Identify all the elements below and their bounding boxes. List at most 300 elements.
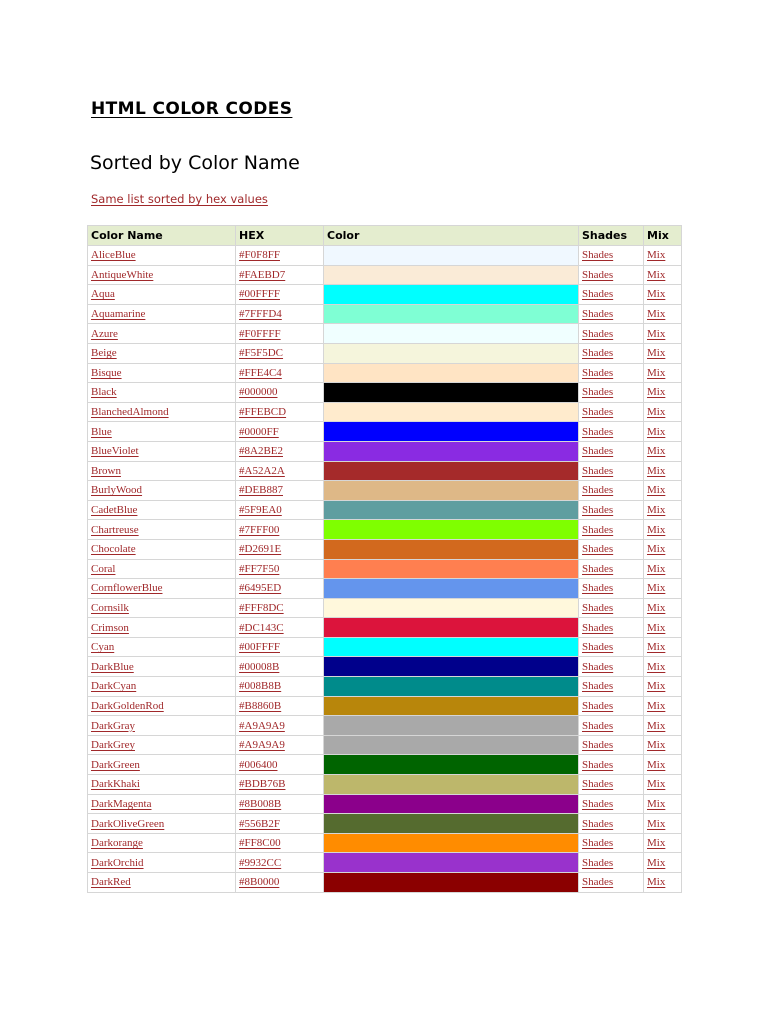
table-row: [88, 363, 682, 383]
mix-link[interactable]: Mix: [647, 719, 666, 732]
mix-link[interactable]: Mix: [647, 425, 666, 438]
color-name-link[interactable]: Cyan: [91, 641, 115, 654]
mix-link[interactable]: Mix: [647, 249, 666, 262]
shades-cell: [579, 304, 644, 324]
color-name-cell: [88, 285, 236, 305]
color-swatch: [324, 579, 579, 599]
mix-cell: [644, 246, 682, 266]
mix-link[interactable]: Mix: [647, 543, 666, 556]
color-name-cell: [88, 833, 236, 853]
shades-link[interactable]: Shades: [582, 582, 614, 595]
table-row: [88, 481, 682, 501]
color-name-link[interactable]: Blue: [91, 425, 112, 438]
hex-code-cell: [236, 657, 324, 677]
color-name-cell: [88, 461, 236, 481]
hex-code-link[interactable]: #000000: [239, 386, 278, 399]
hex-code-cell: [236, 716, 324, 736]
color-name-cell: [88, 735, 236, 755]
color-name-link[interactable]: Aqua: [91, 288, 115, 301]
mix-cell: [644, 383, 682, 403]
mix-link[interactable]: Mix: [647, 778, 666, 791]
color-name-link[interactable]: DarkOrchid: [91, 856, 144, 869]
hex-code-link[interactable]: #9932CC: [239, 856, 282, 869]
color-name-link[interactable]: Aquamarine: [91, 308, 146, 321]
shades-cell: [579, 735, 644, 755]
hex-code-cell: [236, 696, 324, 716]
color-name-link[interactable]: DarkMagenta: [91, 797, 152, 810]
hex-code-cell: [236, 402, 324, 422]
hex-code-link[interactable]: #F0F8FF: [239, 249, 280, 262]
table-row: [88, 579, 682, 599]
shades-cell: [579, 598, 644, 618]
shades-link[interactable]: Shades: [582, 817, 614, 830]
hex-code-link[interactable]: #7FFF00: [239, 523, 280, 536]
mix-cell: [644, 285, 682, 305]
shades-cell: [579, 500, 644, 520]
page-subtitle: Sorted by Color Name: [90, 152, 300, 174]
column-header-mix: Mix: [644, 226, 682, 246]
hex-code-link[interactable]: #6495ED: [239, 582, 282, 595]
shades-link[interactable]: Shades: [582, 445, 614, 458]
column-header-shades: Shades: [579, 226, 644, 246]
table-row: [88, 873, 682, 893]
table-row: [88, 637, 682, 657]
shades-cell: [579, 363, 644, 383]
color-name-link[interactable]: DarkGrey: [91, 739, 135, 752]
color-name-link[interactable]: DarkGreen: [91, 758, 140, 771]
color-name-cell: [88, 618, 236, 638]
table-row: [88, 402, 682, 422]
column-header-color: Color: [324, 226, 579, 246]
shades-cell: [579, 520, 644, 540]
shades-link[interactable]: Shades: [582, 758, 614, 771]
color-name-cell: [88, 383, 236, 403]
hex-code-cell: [236, 598, 324, 618]
mix-link[interactable]: Mix: [647, 366, 666, 379]
mix-cell: [644, 794, 682, 814]
hex-code-link[interactable]: #00FFFF: [239, 641, 280, 654]
shades-link[interactable]: Shades: [582, 308, 614, 321]
shades-link[interactable]: Shades: [582, 523, 614, 536]
shades-link[interactable]: Shades: [582, 386, 614, 399]
shades-link[interactable]: Shades: [582, 249, 614, 262]
mix-cell: [644, 481, 682, 501]
shades-cell: [579, 814, 644, 834]
mix-cell: [644, 579, 682, 599]
shades-link[interactable]: Shades: [582, 719, 614, 732]
shades-link[interactable]: Shades: [582, 288, 614, 301]
hex-code-link[interactable]: #DEB887: [239, 484, 283, 497]
hex-code-link[interactable]: #A52A2A: [239, 464, 285, 477]
hex-code-cell: [236, 324, 324, 344]
color-name-link[interactable]: CornflowerBlue: [91, 582, 163, 595]
color-name-cell: [88, 755, 236, 775]
shades-link[interactable]: Shades: [582, 778, 614, 791]
color-name-link[interactable]: Beige: [91, 347, 117, 360]
mix-cell: [644, 716, 682, 736]
table-row: [88, 794, 682, 814]
color-name-link[interactable]: Azure: [91, 327, 118, 340]
hex-code-link[interactable]: #D2691E: [239, 543, 282, 556]
hex-code-link[interactable]: #FFE4C4: [239, 366, 282, 379]
table-row: [88, 304, 682, 324]
hex-code-cell: [236, 520, 324, 540]
mix-link[interactable]: Mix: [647, 308, 666, 321]
color-swatch: [324, 637, 579, 657]
shades-link[interactable]: Shades: [582, 797, 614, 810]
mix-cell: [644, 520, 682, 540]
color-name-cell: [88, 677, 236, 697]
shades-link[interactable]: Shades: [582, 327, 614, 340]
shades-link[interactable]: Shades: [582, 621, 614, 634]
hex-code-cell: [236, 304, 324, 324]
shades-cell: [579, 716, 644, 736]
shades-cell: [579, 657, 644, 677]
shades-link[interactable]: Shades: [582, 406, 614, 419]
color-name-cell: [88, 579, 236, 599]
hex-code-link[interactable]: #FF8C00: [239, 837, 281, 850]
color-swatch: [324, 324, 579, 344]
mix-link[interactable]: Mix: [647, 699, 666, 712]
shades-cell: [579, 402, 644, 422]
shades-cell: [579, 637, 644, 657]
shades-cell: [579, 833, 644, 853]
shades-cell: [579, 618, 644, 638]
hex-code-cell: [236, 500, 324, 520]
color-swatch: [324, 598, 579, 618]
hex-code-link[interactable]: #DC143C: [239, 621, 284, 634]
mix-cell: [644, 618, 682, 638]
color-name-link[interactable]: DarkGoldenRod: [91, 699, 164, 712]
color-name-link[interactable]: Bisque: [91, 366, 122, 379]
color-name-link[interactable]: AntiqueWhite: [91, 268, 154, 281]
color-name-link[interactable]: DarkKhaki: [91, 778, 140, 791]
color-name-cell: [88, 559, 236, 579]
color-swatch: [324, 833, 579, 853]
color-name-link[interactable]: BlueViolet: [91, 445, 139, 458]
table-row: [88, 618, 682, 638]
hex-code-cell: [236, 755, 324, 775]
hex-code-cell: [236, 735, 324, 755]
color-codes-table: [87, 225, 682, 893]
mix-link[interactable]: Mix: [647, 837, 666, 850]
color-name-cell: [88, 363, 236, 383]
shades-link[interactable]: Shades: [582, 601, 614, 614]
hex-code-link[interactable]: #8A2BE2: [239, 445, 283, 458]
color-name-link[interactable]: Chocolate: [91, 543, 136, 556]
color-swatch: [324, 500, 579, 520]
hex-code-link[interactable]: #8B0000: [239, 876, 280, 889]
mix-cell: [644, 696, 682, 716]
mix-cell: [644, 735, 682, 755]
shades-cell: [579, 775, 644, 795]
mix-link[interactable]: Mix: [647, 601, 666, 614]
hex-code-link[interactable]: #A9A9A9: [239, 739, 285, 752]
color-name-cell: [88, 500, 236, 520]
table-row: [88, 559, 682, 579]
table-row: [88, 246, 682, 266]
hex-code-cell: [236, 246, 324, 266]
shades-link[interactable]: Shades: [582, 543, 614, 556]
color-swatch: [324, 794, 579, 814]
color-name-cell: [88, 794, 236, 814]
mix-link[interactable]: Mix: [647, 621, 666, 634]
shades-cell: [579, 873, 644, 893]
shades-cell: [579, 461, 644, 481]
hex-code-cell: [236, 461, 324, 481]
mix-link[interactable]: Mix: [647, 758, 666, 771]
mix-link[interactable]: Mix: [647, 582, 666, 595]
shades-link[interactable]: Shades: [582, 562, 614, 575]
table-row: [88, 677, 682, 697]
hex-code-link[interactable]: #556B2F: [239, 817, 280, 830]
hex-code-link[interactable]: #008B8B: [239, 680, 282, 693]
color-name-cell: [88, 304, 236, 324]
shades-cell: [579, 422, 644, 442]
shades-link[interactable]: Shades: [582, 268, 614, 281]
color-name-link[interactable]: AliceBlue: [91, 249, 136, 262]
shades-cell: [579, 265, 644, 285]
color-name-link[interactable]: DarkCyan: [91, 680, 137, 693]
table-row: [88, 265, 682, 285]
hex-code-cell: [236, 794, 324, 814]
color-swatch: [324, 285, 579, 305]
color-swatch: [324, 343, 579, 363]
color-swatch: [324, 265, 579, 285]
hex-code-cell: [236, 559, 324, 579]
hex-code-link[interactable]: #006400: [239, 758, 278, 771]
color-name-cell: [88, 696, 236, 716]
color-swatch: [324, 853, 579, 873]
mix-link[interactable]: Mix: [647, 268, 666, 281]
hex-code-cell: [236, 422, 324, 442]
table-row: [88, 285, 682, 305]
table-row: [88, 422, 682, 442]
mix-link[interactable]: Mix: [647, 739, 666, 752]
page-title: HTML COLOR CODES: [91, 99, 293, 119]
mix-cell: [644, 441, 682, 461]
mix-link[interactable]: Mix: [647, 484, 666, 497]
mix-link[interactable]: Mix: [647, 327, 666, 340]
mix-link[interactable]: Mix: [647, 562, 666, 575]
color-swatch: [324, 246, 579, 266]
hex-code-cell: [236, 383, 324, 403]
color-name-cell: [88, 598, 236, 618]
shades-link[interactable]: Shades: [582, 504, 614, 517]
color-name-cell: [88, 481, 236, 501]
color-name-link[interactable]: Coral: [91, 562, 116, 575]
hex-code-link[interactable]: #5F9EA0: [239, 504, 282, 517]
color-swatch: [324, 735, 579, 755]
shades-cell: [579, 696, 644, 716]
shades-link[interactable]: Shades: [582, 366, 614, 379]
color-swatch: [324, 696, 579, 716]
mix-cell: [644, 677, 682, 697]
hex-code-link[interactable]: #FAEBD7: [239, 268, 286, 281]
hex-code-link[interactable]: #0000FF: [239, 425, 279, 438]
mix-cell: [644, 755, 682, 775]
table-row: [88, 461, 682, 481]
mix-cell: [644, 833, 682, 853]
table-header: [88, 226, 682, 246]
table-row: [88, 716, 682, 736]
table-row: [88, 735, 682, 755]
color-name-link[interactable]: DarkRed: [91, 876, 131, 889]
mix-cell: [644, 814, 682, 834]
color-swatch: [324, 441, 579, 461]
hex-code-cell: [236, 677, 324, 697]
color-name-cell: [88, 246, 236, 266]
hex-code-link[interactable]: #7FFFD4: [239, 308, 282, 321]
color-name-link[interactable]: Black: [91, 386, 117, 399]
table-row: [88, 500, 682, 520]
mix-link[interactable]: Mix: [647, 817, 666, 830]
color-name-cell: [88, 657, 236, 677]
mix-link[interactable]: Mix: [647, 680, 666, 693]
color-name-link[interactable]: DarkOliveGreen: [91, 817, 165, 830]
color-swatch: [324, 814, 579, 834]
color-name-link[interactable]: Cornsilk: [91, 601, 129, 614]
hex-code-cell: [236, 873, 324, 893]
color-name-cell: [88, 520, 236, 540]
color-name-link[interactable]: DarkBlue: [91, 660, 134, 673]
color-name-link[interactable]: Crimson: [91, 621, 129, 634]
mix-link[interactable]: Mix: [647, 797, 666, 810]
color-swatch: [324, 559, 579, 579]
shades-cell: [579, 755, 644, 775]
hex-code-link[interactable]: #F0FFFF: [239, 327, 281, 340]
color-name-link[interactable]: Brown: [91, 464, 121, 477]
hex-code-link[interactable]: #FFF8DC: [239, 601, 284, 614]
mix-link[interactable]: Mix: [647, 288, 666, 301]
color-name-cell: [88, 539, 236, 559]
table-row: [88, 383, 682, 403]
shades-link[interactable]: Shades: [582, 739, 614, 752]
mix-cell: [644, 363, 682, 383]
table-row: [88, 755, 682, 775]
table-body: [88, 246, 682, 893]
shades-link[interactable]: Shades: [582, 856, 614, 869]
color-name-cell: [88, 343, 236, 363]
shades-cell: [579, 579, 644, 599]
color-swatch: [324, 677, 579, 697]
hex-code-cell: [236, 363, 324, 383]
table-row: [88, 775, 682, 795]
table-row: [88, 598, 682, 618]
color-name-link[interactable]: DarkGray: [91, 719, 135, 732]
hex-code-cell: [236, 343, 324, 363]
color-swatch: [324, 304, 579, 324]
table-row: [88, 520, 682, 540]
color-swatch: [324, 383, 579, 403]
mix-cell: [644, 265, 682, 285]
mix-link[interactable]: Mix: [647, 347, 666, 360]
sort-by-hex-link[interactable]: Same list sorted by hex values: [91, 192, 268, 206]
color-name-link[interactable]: Darkorange: [91, 837, 143, 850]
table-row: [88, 853, 682, 873]
hex-code-link[interactable]: #BDB76B: [239, 778, 286, 791]
color-name-cell: [88, 716, 236, 736]
shades-link[interactable]: Shades: [582, 876, 614, 889]
table-row: [88, 324, 682, 344]
color-name-link[interactable]: CadetBlue: [91, 504, 138, 517]
hex-code-link[interactable]: #A9A9A9: [239, 719, 285, 732]
mix-link[interactable]: Mix: [647, 386, 666, 399]
table-row: [88, 814, 682, 834]
table-row: [88, 657, 682, 677]
shades-link[interactable]: Shades: [582, 699, 614, 712]
hex-code-link[interactable]: #B8860B: [239, 699, 282, 712]
hex-code-link[interactable]: #00008B: [239, 660, 280, 673]
hex-code-cell: [236, 441, 324, 461]
shades-cell: [579, 559, 644, 579]
color-name-link[interactable]: BlanchedAlmond: [91, 406, 169, 419]
mix-link[interactable]: Mix: [647, 504, 666, 517]
shades-cell: [579, 246, 644, 266]
hex-code-link[interactable]: #F5F5DC: [239, 347, 284, 360]
hex-code-link[interactable]: #FF7F50: [239, 562, 280, 575]
mix-cell: [644, 637, 682, 657]
mix-link[interactable]: Mix: [647, 406, 666, 419]
color-name-cell: [88, 265, 236, 285]
mix-cell: [644, 461, 682, 481]
hex-code-link[interactable]: #00FFFF: [239, 288, 280, 301]
mix-link[interactable]: Mix: [647, 445, 666, 458]
shades-cell: [579, 441, 644, 461]
mix-link[interactable]: Mix: [647, 523, 666, 536]
mix-cell: [644, 304, 682, 324]
hex-code-cell: [236, 579, 324, 599]
color-swatch: [324, 520, 579, 540]
shades-link[interactable]: Shades: [582, 484, 614, 497]
column-header-hex: HEX: [236, 226, 324, 246]
mix-link[interactable]: Mix: [647, 660, 666, 673]
color-name-cell: [88, 637, 236, 657]
shades-cell: [579, 383, 644, 403]
shades-cell: [579, 794, 644, 814]
shades-link[interactable]: Shades: [582, 641, 614, 654]
shades-link[interactable]: Shades: [582, 464, 614, 477]
hex-code-cell: [236, 618, 324, 638]
color-name-link[interactable]: BurlyWood: [91, 484, 143, 497]
mix-cell: [644, 657, 682, 677]
shades-cell: [579, 853, 644, 873]
color-name-cell: [88, 775, 236, 795]
shades-link[interactable]: Shades: [582, 680, 614, 693]
mix-link[interactable]: Mix: [647, 641, 666, 654]
hex-code-link[interactable]: #FFEBCD: [239, 406, 287, 419]
shades-link[interactable]: Shades: [582, 425, 614, 438]
shades-link[interactable]: Shades: [582, 837, 614, 850]
mix-cell: [644, 539, 682, 559]
shades-link[interactable]: Shades: [582, 660, 614, 673]
shades-cell: [579, 324, 644, 344]
mix-cell: [644, 402, 682, 422]
color-name-cell: [88, 441, 236, 461]
table-header-row: [88, 226, 682, 246]
color-swatch: [324, 461, 579, 481]
shades-link[interactable]: Shades: [582, 347, 614, 360]
shades-cell: [579, 343, 644, 363]
mix-link[interactable]: Mix: [647, 876, 666, 889]
mix-link[interactable]: Mix: [647, 856, 666, 869]
color-name-link[interactable]: Chartreuse: [91, 523, 139, 536]
mix-link[interactable]: Mix: [647, 464, 666, 477]
hex-code-cell: [236, 265, 324, 285]
color-swatch: [324, 618, 579, 638]
hex-code-link[interactable]: #8B008B: [239, 797, 282, 810]
color-name-cell: [88, 422, 236, 442]
